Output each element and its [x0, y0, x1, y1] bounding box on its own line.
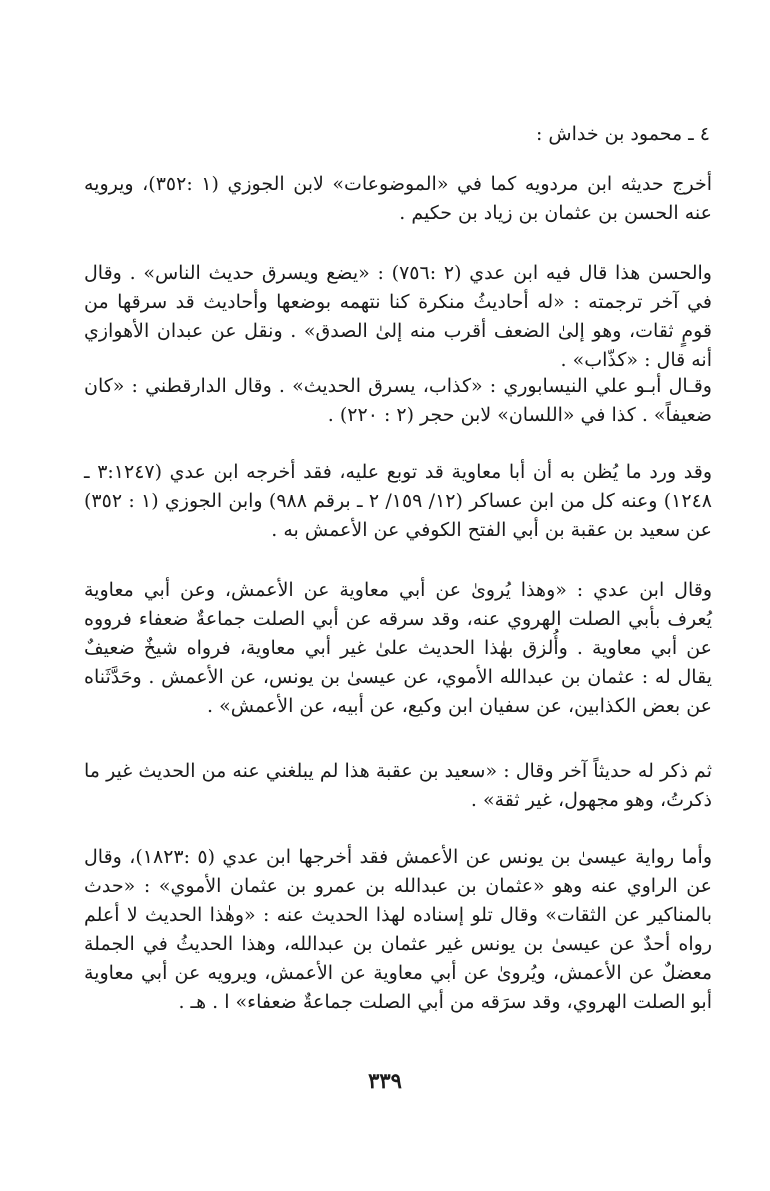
paragraph-6: ثم ذكر له حديثاً آخر وقال : «سعيد بن عقبة هذا لم يبلغني عنه من الحديث غير ما ذكرتُ، وهو مجهول، غير ثقة» . [84, 760, 712, 811]
page-number: ٣٣٩ [368, 1068, 402, 1093]
paragraph-2: والحسن هذا قال فيه ابن عدي (٢ :٧٥٦) : «يضع ويسرق حديث الناس» . وقال في آخر ترجمته : «له أحاديثُ منكرة كنا نتهمه بوضعها وأحاديث قد سرقها من قومٍ ثقات، وهو إلىٰ الضعف أقرب منه إلىٰ الصدق» . ونقل عن عبدان الأهوازي أنه قال : «كذّاب» . [84, 262, 712, 371]
paragraph-4: وقد ورد ما يُظن به أن أبا معاوية قد توبع عليه، فقد أخرجه ابن عدي (٣:١٢٤٧ ـ ١٢٤٨) وعنه كل من ابن عساكر (١٢/ ١٥٩/ ٢ ـ برقم ٩٨٨) وابن الجوزي (١ : ٣٥٢) عن سعيد بن عقبة بن أبي الفتح الكوفي عن الأعمش به . [84, 461, 712, 541]
paragraph-5: وقال ابن عدي : «وهذا يُروىٰ عن أبي معاوية عن الأعمش، وعن أبي معاوية يُعرف بأبي الصلت الهروي عنه، وقد سرقه عن أبي الصلت جماعةٌ ضعفاء فرووه عن أبي معاوية . وأُلزق بهٰذا الحديث علىٰ غير أبي معاوية، فرواه شيخٌ ضعيفٌ يقال له : عثمان بن عبدالله الأموي، عن عيسىٰ بن يونس، عن الأعمش . وحَدَّثَناه عن بعض الكذابين، عن سفيان ابن وكيع، عن أبيه، عن الأعمش» . [84, 579, 713, 717]
paragraph-3: وقـال أبـو علي النيسابوري : «كذاب، يسرق الحديث» . وقال الدارقطني : «كان ضعيفاً» . كذا في «اللسان» لابن حجر (٢ : ٢٢٠) . [84, 375, 712, 426]
paragraph-1: أخرج حديثه ابن مردويه كما في «الموضوعات» لابن الجوزي (١ :٣٥٢)، ويرويه عنه الحسن بن عثمان بن زياد بن حكيم . [84, 173, 712, 224]
section-heading: ٤ ـ محمود بن خداش : [535, 123, 710, 145]
paragraph-7: وأما رواية عيسىٰ بن يونس عن الأعمش فقد أخرجها ابن عدي (٥ :١٨٢٣)، وقال عن الراوي عنه وهو «عثمان بن عبدالله بن عمرو بن عثمان الأموي» : «حدث بالمناكير عن الثقات» وقال تلو إسناده لهذا الحديث عنه : «وهٰذا الحديث لا أعلم رواه أحدٌ عن عيسىٰ بن يونس غير عثمان بن عبدالله، وهذا الحديثُ في الجملة معضلٌ عن الأعمش، ويُروىٰ عن أبي معاوية عن الأعمش، ويرويه عن أبي معاوية أبو الصلت الهروي، وقد سرَقه من أبي الصلت جماعةٌ ضعفاء» ا . هـ . [84, 846, 713, 1013]
